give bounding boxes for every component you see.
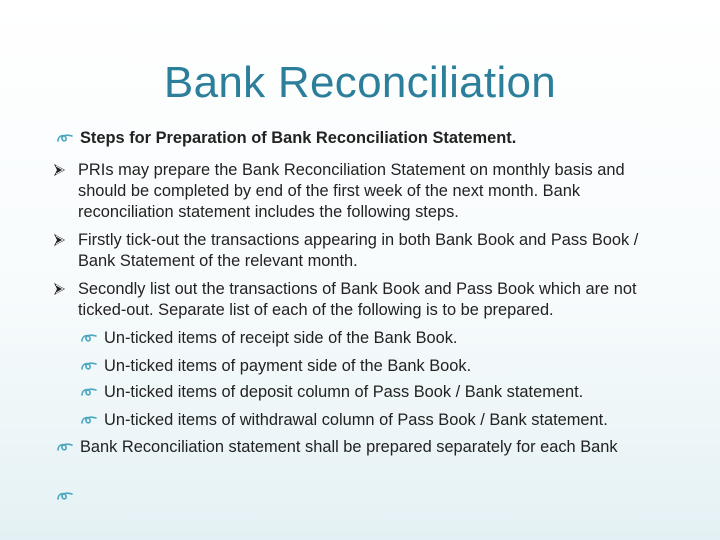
sub-point-1	[80, 328, 700, 349]
swirl-bullet-icon	[56, 437, 74, 453]
final-point-text: Bank Reconciliation statement shall be prepared separately for each Bank	[80, 438, 618, 456]
arrow-point-3	[52, 279, 672, 321]
arrow-bullet-icon	[52, 160, 66, 177]
swirl-bullet-icon	[80, 356, 98, 372]
sub-point-text: Un-ticked items of deposit column of Pass Book / Bank statement.	[104, 383, 584, 401]
arrow-point-2	[52, 230, 672, 272]
section-heading-row	[56, 128, 696, 149]
sub-point-text: Un-ticked items of receipt side of the Bank Book.	[104, 329, 458, 347]
arrow-point-text: PRIs may prepare the Bank Reconciliation Statement on monthly basis and should be completed by end of the first week of the next month. Bank reconciliation statement includes the following steps.	[78, 161, 625, 221]
arrow-bullet-icon	[52, 279, 66, 296]
section-heading: Steps for Preparation of Bank Reconciliation Statement.	[80, 129, 517, 147]
sub-point-2	[80, 356, 700, 377]
slide-title: Bank Reconciliation	[163, 58, 557, 107]
arrow-point-1	[52, 160, 672, 223]
sub-point-4	[80, 410, 700, 431]
swirl-bullet-icon	[80, 410, 98, 426]
swirl-bullet-icon	[56, 128, 74, 144]
arrow-point-text: Secondly list out the transactions of Bank Book and Pass Book which are not ticked-out. Separate list of each of the following is to be prepared.	[78, 280, 637, 319]
sub-point-text: Un-ticked items of withdrawal column of Pass Book / Bank statement.	[104, 411, 608, 429]
swirl-bullet-icon	[80, 328, 98, 344]
swirl-bullet-icon	[56, 486, 74, 502]
swirl-bullet-icon	[80, 382, 98, 398]
sub-point-3	[80, 382, 700, 403]
final-point	[56, 437, 696, 458]
arrow-point-text: Firstly tick-out the transactions appearing in both Bank Book and Pass Book / Bank Statement of the relevant month.	[78, 231, 639, 270]
arrow-bullet-icon	[52, 230, 66, 247]
sub-point-text: Un-ticked items of payment side of the Bank Book.	[104, 357, 472, 375]
